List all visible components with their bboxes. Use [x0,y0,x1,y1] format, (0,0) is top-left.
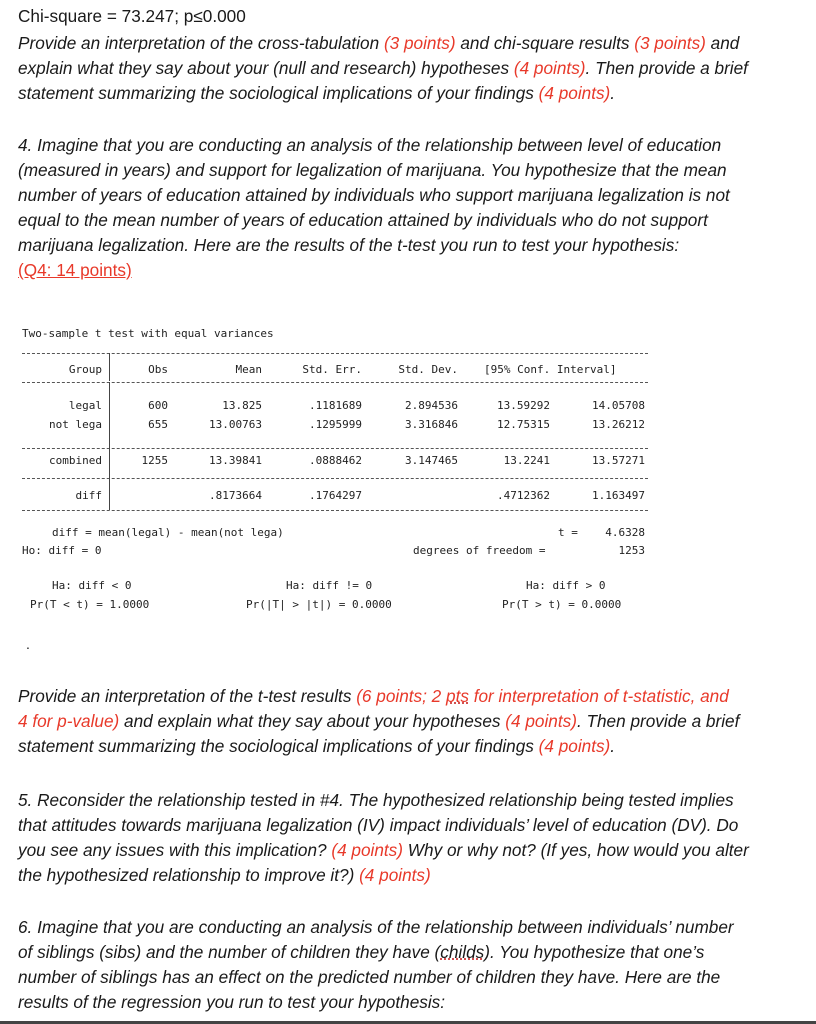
diff-definition: diff = mean(legal) - mean(not lega) [52,526,284,539]
stata-title: Two-sample t test with equal variances [22,327,274,340]
q4-points: (Q4: 14 points) [18,260,132,280]
q5-line-1: 5. Reconsider the relationship tested in #4. The hypothesized relationship being tested implies [18,790,734,810]
divider [22,448,648,449]
q4-line: equal to the mean number of years of education attained by individuals who do not support [18,210,708,230]
interp-line-2: 4 for p-value) and explain what they say about your hypotheses (4 points). Then provide a brief [18,711,740,731]
t-label: t = [558,526,578,539]
p-left: Pr(T < t) = 1.0000 [30,598,150,611]
header-conf-interval: [95% Conf. Interval] [484,363,617,376]
q5-prompt [18,788,814,888]
q4-line: marijuana legalization. Here are the results of the t-test you run to test your hypothesis: [18,235,680,255]
header-std-err: Std. Err. [302,363,362,376]
q6-line-1: 6. Imagine that you are conducting an analysis of the relationship between individuals’ number [18,917,734,937]
header-group: Group [68,363,102,376]
q3-line-2: explain what they say about your (null and research) hypotheses (4 points). Then provide a brief [18,58,748,78]
ha-two-sided: Ha: diff != 0 [286,579,373,592]
header-std-dev: Std. Dev. [398,363,458,376]
q4-prompt [18,133,814,283]
ttest-instructions [18,684,814,759]
divider [22,478,648,479]
interp-line-1: Provide an interpretation of the t-test results (6 points; 2 pts for interpretation of t-statistic, and [18,686,729,706]
q6-line-4: results of the regression you run to test your hypothesis: [18,992,446,1012]
q5-line-4: the hypothesized relationship to improve it?) (4 points) [18,865,431,885]
q5-line-2: that attitudes towards marijuana legalization (IV) impact individuals’ level of education (DV). Do [18,815,739,835]
q6-line-2: of siblings (sibs) and the number of children they have (childs). You hypothesize that one’s [18,942,705,962]
q4-line: 4. Imagine that you are conducting an analysis of the relationship between level of education [18,135,722,155]
p-right: Pr(T > t) = 0.0000 [502,598,622,611]
p-two-sided: Pr(|T| > |t|) = 0.0000 [246,598,392,611]
divider [22,353,648,354]
ha-left: Ha: diff < 0 [52,579,132,592]
q4-line: number of years of education attained by individuals who support marijuana legalization is not [18,185,730,205]
q3-instructions [18,31,814,106]
header-obs: Obs [148,363,168,376]
t-statistic: 4.6328 [605,526,645,539]
degrees-of-freedom: 1253 [618,544,645,557]
divider [22,382,648,383]
q6-prompt [18,915,814,1015]
q6-line-3: number of siblings has an effect on the predicted number of children they have. Here are the [18,967,721,987]
df-label: degrees of freedom = [413,544,546,557]
null-hypothesis: Ho: diff = 0 [22,544,102,557]
ha-right: Ha: diff > 0 [526,579,606,592]
chi-square-result: Chi-square = 73.247; p≤0.000 [18,6,246,26]
q5-line-3: you see any issues with this implication? (4 points) Why or why not? (If yes, how would you alter [18,840,749,860]
stata-end-dot: . [26,636,30,652]
q3-line-3: statement summarizing the sociological implications of your findings (4 points). [18,83,616,103]
header-mean: Mean [235,363,262,376]
q3-line-1: Provide an interpretation of the cross-tabulation (3 points) and chi-square results (3 points) and [18,33,740,53]
stata-ttest-output: Two-sample t test with equal variances Group Obs Mean Std. Err. Std. Dev. [95% Conf. Interval] legal 600 13.825 .1181689 2.894536 13.59292 14.05708 not lega 655 13.00763 .1295999 3.316846 12.75315 13.26212 combined 1255 13.39841 .0888462 3.147465 13.2241 13.57271 diff .8173664 .1764297 .4712362 1.163497 diff = mean(legal) - mean(not lega) t = 4.6328 Ho: diff = 0 degrees of freedom = 1253 Ha: diff < 0 Ha: diff != 0 Ha: diff > 0 Pr(T < t) = 1.0000 Pr(|T| > |t|) = 0.0000 Pr(T > t) = 0.0000 [18,322,654,622]
q4-line: (measured in years) and support for legalization of marijuana. You hypothesize that the mean [18,160,727,180]
interp-line-3: statement summarizing the sociological implications of your findings (4 points). [18,736,616,756]
divider [22,510,648,511]
